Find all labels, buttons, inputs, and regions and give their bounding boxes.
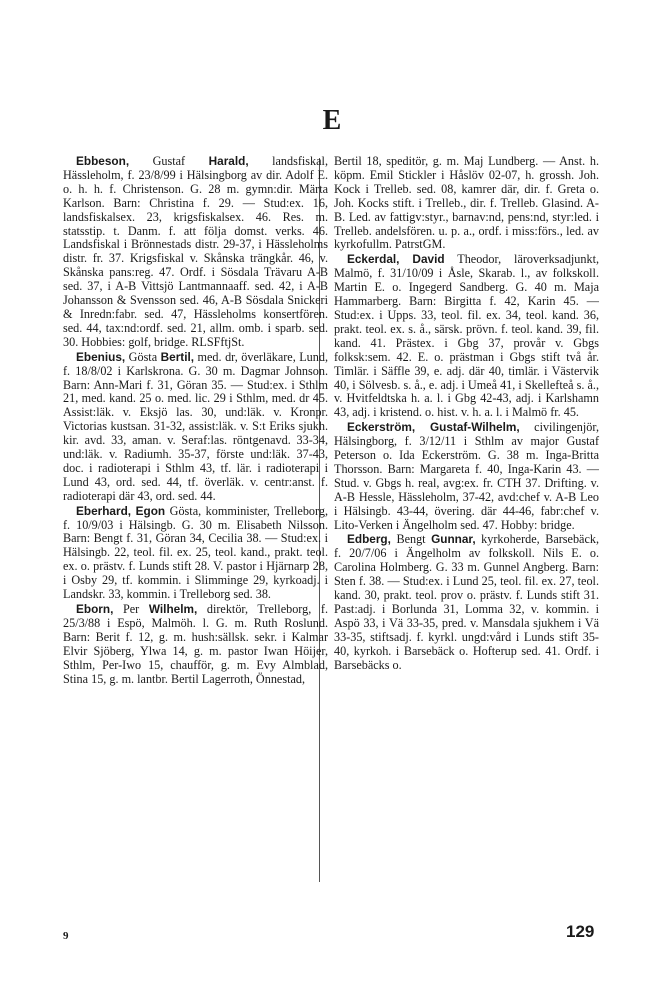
entry-text: civilingenjör, Hälsingborg, f. 3/12/11 i Sthlm av major Gustaf Peterson o. Ida Eckerström. G. 38 m. Inga-Britta Thorsson. Barn: Margareta f. 40, Inga-Karin 43. — Stud. v. Gbgs h. real, avg:ex. fr. CTH 37. Drifting. v. A-B Hessle, Hässleholm, 37-42, avd:chef v. A-B Leo i Hälsingb. 43-44, övering. där 44-46, fabr:chef v. Lito-Verken i Ängelholm sed. 47. Hobby: bridge. <box>334 420 599 532</box>
entry-text: direktör, Trelleborg, f. 25/3/88 i Espö, Malmöh. l. G. m. Ruth Roslund. Barn: Berit f. 12, g. m. hush:sällsk. sekr. i Kalmar Elvir Sjöberg, Ylwa 14, g. m. pastor Iwan Höijer, Sthlm, Per-Iwo 15, chaufför, g. m. Evy Almblad, Stina 15, g. m. lantbr. Bertil Lagerroth, Önnestad, <box>63 602 328 686</box>
entry-text: kyrkoherde, Barsebäck, f. 20/7/06 i Ängelholm av folkskoll. Nils E. o. Carolina Holmberg. G. 33 m. Gunnel Angberg. Barn: Sten f. 38. — Stud:ex. i Lund 25, teol. fil. ex. 27, teol. kand. 30, prakt. teol. prov o. prästv. f. Lunds stift 31. Past:adj. i Borlunda 31, Lomma 32, v. kommin. i Aspö 33, i Vä 33-35, pred. v. Mansdala sjukhem i Vä 33-35, stiftsadj. f. kyrkl. ungd:vård i Lunds stift 35-40, kyrkoh. i Barsebäck o. Hofterup sed. 41. Ordf. i Barsebäcks o. <box>334 532 599 672</box>
entry-given-bold: Gunnar, <box>431 532 476 547</box>
entry-eborn <box>63 603 328 686</box>
right-column <box>334 155 599 674</box>
entry-eckerstrom <box>334 421 599 532</box>
entry-surname: Ebbeson, <box>76 154 130 168</box>
entry-text: med. dr, överläkare, Lund, f. 18/8/02 i Karlskrona. G. 30 m. Dagmar Johnson. Barn: Ann-Mari f. 31, Göran 35. — Stud:ex. i Sthlm 21, med. kand. 25 o. med. lic. 29 i Sthlm, med. dr 45. Assist:läk. v. Eksjö las. 30, und:läk. v. Kronpr. Victorias kustsan. 31-32, assist:läk. v. S:t Eriks sjukh. kir. avd. 33, aman. v. Seraf:las. röntgenavd. 33-34, und:läk. v. Radiumh. 35-37, förste und:läk. 37-43, doc. i radioterapi i Sthlm 43, tf. lär. i radioterapi i Lund 43, ord. sed. 44, tf. överläk. v. centr:anst. f. radioterapi där 43, ord. sed. 44. <box>63 349 329 503</box>
entry-eberhard <box>63 505 328 602</box>
entry-given-bold: Harald, <box>208 154 249 168</box>
entry-given-bold: Bertil, <box>160 349 195 364</box>
entry-text: Theodor, läroverksadjunkt, Malmö, f. 31/10/09 i Åsle, Skarab. l., av folkskoll. Martin E. o. Ingegerd Sandberg. G. 40 m. Maja Hammarberg. Barn: Birgitta f. 42, Karin 45. — Stud:ex. i Upps. 33, teol. fil. ex. 34, teol. kand. 36, prakt. teol. ex. s. å., särsk. prövn. f. teol. kand. 39, fil. kand. 41. Prästex. i Gbg 37, provår v. Gbgs folksk:sem. 42. E. o. prästman i Gbgs stift två år. Timlär. i Säffle 39, e. adj. där 40, timlär. i Västervik 40, i Sölvesb. s. å., e. adj. i Umeå 41, i Skellefteå s. å., v. Hvitfeldtska h. a. l. i Gbg 42-43, adj. i Karlshamn 43, adj. i kristend. o. hist. v. h. a. l. i Malmö fr. 45. <box>334 252 600 420</box>
entry-eborn-continued <box>334 155 599 252</box>
signature-mark: 9 <box>63 930 69 942</box>
entry-given-pre: Gösta <box>128 349 161 364</box>
entry-ebbeson <box>63 155 328 350</box>
left-column <box>63 155 328 687</box>
entry-surname: Eckerdal, <box>347 252 400 267</box>
entry-given-bold: David <box>412 252 445 267</box>
entry-surname: Eborn, <box>76 602 114 616</box>
entry-given-pre: Per <box>122 602 149 616</box>
entry-surname: Edberg, <box>347 532 391 547</box>
section-letter: E <box>322 105 342 136</box>
entry-edberg <box>334 533 599 672</box>
entry-surname: Eberhard, <box>76 503 132 518</box>
entry-given-bold: Egon <box>135 503 166 518</box>
entry-text: Bertil 18, speditör, g. m. Maj Lundberg. — Anst. h. köpm. Emil Stickler i Håslöv 02-07, h. grossh. Joh. Kock i Trelleb. sed. 08, kamrer där, dir. f. Greta o. Joh. Kocks stift. i Trelleb., dir. f. Trelleb. Glasind. A-B. Led. av fattigv:styr., barnav:nd, pens:nd, styr:led. i Trelleb. andelsfören. u. p. a., ordf. i miss:förs., led. av kyrkofullm. PatrstGM. <box>334 154 599 252</box>
entry-surname: Ebenius, <box>76 349 126 364</box>
page-number: 129 <box>566 922 595 941</box>
entry-eckerdal <box>334 253 599 420</box>
entry-surname: Eckerström, Gustaf-Wilhelm, <box>347 420 520 435</box>
entry-given-pre: Gustaf <box>152 154 209 168</box>
entry-given-pre: Bengt <box>396 532 432 547</box>
entry-ebenius <box>63 351 328 504</box>
entry-given-bold: Wilhelm, <box>148 602 198 616</box>
entry-text: landsfiskal, Hässleholm, f. 23/8/99 i Hälsingborg av dir. Adolf E. o. h. h. f. Christenson. G. 28 m. gymn:dir. Märta Karlson. Barn: Christina f. 29. — Stud:ex. 16, landsfiskalsex. 23, krigsfiskalsex. 46. Res. m. statsstip. t. Danm. f. att följa domst. verks. 46. Landsfiskal i Brönnestads distr. 29-37, i Hässleholms distr. fr. 37. Krigsfiskal v. Skånska trängkår. 46, v. Skånska pans:reg. 47. Ordf. i Sösdala Trävaru A-B sed. 37, i A-B Vittsjö Lantmannaaff. sed. 42, i A-B Johansson & Svensson sed. 46, A-B Sösdala Snickeri & Inredn:fabr. sed. 47, Hässleholms konsertfören. sed. 44, tax:nd:ordf. sed. 21, allm. omb. i sparb. sed. 30. Hobbies: golf, bridge. RLSFftjSt. <box>63 154 328 349</box>
entry-text: Gösta, komminister, Trelleborg, f. 10/9/03 i Hälsingb. G. 30 m. Elisabeth Nilsson. Barn: Bengt f. 31, Göran 34, Cecilia 38. — Stud:ex. i Hälsingb. 22, teol. fil. ex. 25, teol. kand., prakt. teol. ex. o. prästv. f. Lunds stift 28. V. pastor i Hjärnarp 28, i Osby 29, tf. kommin. i Slimminge 29, kyrkoadj. i Landskr. 33, kommin. i Trelleborg sed. 38. <box>63 503 329 602</box>
